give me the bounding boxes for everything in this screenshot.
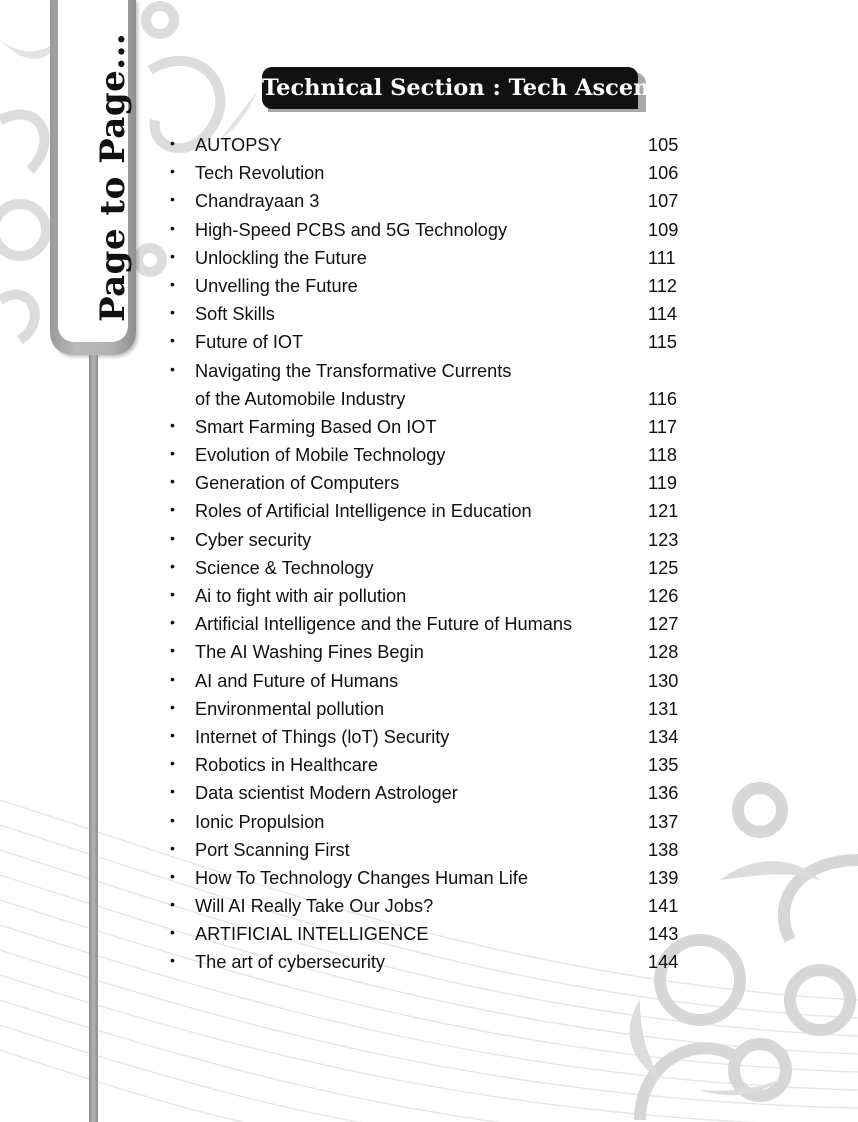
toc-item-page: 144 — [648, 952, 679, 973]
toc-item-page: 134 — [648, 726, 679, 747]
toc-item-page: 141 — [648, 896, 679, 917]
toc-item — [170, 636, 690, 664]
toc-item — [170, 580, 690, 608]
toc-item-title: Ionic Propulsion — [195, 811, 325, 832]
toc-item — [170, 214, 690, 242]
toc-item — [170, 665, 690, 693]
bullet: • — [170, 332, 175, 349]
toc-item — [170, 918, 690, 946]
toc-item-title: How To Technology Changes Human Life — [195, 867, 528, 888]
toc-item-title: The art of cybersecurity — [195, 952, 386, 973]
toc-item — [170, 298, 690, 326]
toc-item — [170, 495, 690, 523]
bullet: • — [170, 811, 175, 828]
toc-item-page: 114 — [648, 304, 677, 325]
toc-item-title: Ai to fight with air pollution — [195, 586, 407, 607]
bullet: • — [170, 135, 175, 151]
toc-item-page: 121 — [648, 501, 679, 522]
toc-item-title: The AI Washing Fines Begin — [195, 642, 424, 663]
bullet: • — [170, 247, 175, 264]
toc-item-title: Roles of Artificial Intelligence in Education — [195, 501, 532, 522]
toc-item — [170, 242, 690, 270]
toc-item-title: Environmental pollution — [195, 698, 385, 719]
toc-item-title: Artificial Intelligence and the Future of Humans — [195, 614, 573, 635]
toc-item — [170, 524, 690, 552]
toc-item-page: 136 — [648, 783, 679, 804]
bullet: • — [170, 896, 175, 913]
toc-item — [170, 777, 690, 805]
toc-item — [170, 411, 690, 439]
table-of-contents — [170, 129, 690, 975]
toc-item-title: Generation of Computers — [195, 473, 400, 494]
side-tab-title: Page to Page... — [93, 32, 133, 322]
toc-item-title-line: Navigating the Transformative Currents — [195, 360, 512, 381]
bullet: • — [170, 867, 175, 884]
toc-item-page: 138 — [648, 839, 679, 860]
bullet: • — [170, 586, 175, 603]
toc-item — [170, 129, 690, 157]
toc-item-title: Unvelling the Future — [195, 275, 358, 296]
bullet: • — [170, 304, 175, 321]
toc-item-title: Internet of Things (loT) Security — [195, 726, 450, 747]
toc-item-page: 118 — [648, 445, 677, 466]
toc-item — [170, 552, 690, 580]
bullet: • — [170, 557, 175, 574]
bullet: • — [170, 783, 175, 800]
bullet: • — [170, 275, 175, 292]
toc-item — [170, 890, 690, 918]
toc-item-page: 130 — [648, 670, 679, 691]
toc-item-page: 125 — [648, 557, 679, 578]
toc-item — [170, 693, 690, 721]
toc-item-title: Soft Skills — [195, 304, 275, 325]
toc-item — [170, 439, 690, 467]
bullet: • — [170, 191, 175, 208]
toc-item-page: 111 — [648, 247, 676, 268]
bullet: • — [170, 219, 175, 236]
toc-item-title: Cyber security — [195, 529, 312, 550]
bullet: • — [170, 670, 175, 687]
toc-item-title: Will AI Really Take Our Jobs? — [195, 896, 434, 917]
toc-item-title: ARTIFICIAL INTELLIGENCE — [195, 924, 429, 945]
toc-item-title: AUTOPSY — [195, 135, 282, 155]
toc-item-title: Evolution of Mobile Technology — [195, 445, 446, 466]
toc-item-page: 106 — [648, 163, 679, 184]
toc-item-title: Future of IOT — [195, 332, 304, 353]
toc-item-title — [195, 357, 511, 413]
toc-item-page: 143 — [648, 924, 679, 945]
toc-item-title: Robotics in Healthcare — [195, 755, 378, 776]
bullet: • — [170, 726, 175, 743]
bullet: • — [170, 445, 175, 462]
toc-item-page: 135 — [648, 755, 679, 776]
toc-item — [170, 467, 690, 495]
toc-item-page: 105 — [648, 135, 679, 155]
toc-item-page: 112 — [648, 275, 677, 296]
toc-item-title: AI and Future of Humans — [195, 670, 399, 691]
toc-item-page: 126 — [648, 586, 679, 607]
toc-item-page: 131 — [648, 698, 679, 719]
toc-item-page: 119 — [648, 473, 677, 494]
section-header-title: Technical Section : Tech Ascent — [262, 75, 660, 101]
bullet: • — [170, 839, 175, 856]
bullet: • — [170, 614, 175, 631]
bullet: • — [170, 501, 175, 518]
toc-item-page: 115 — [648, 332, 677, 353]
toc-item-page: 116 — [648, 388, 677, 409]
bullet: • — [170, 698, 175, 715]
bullet: • — [170, 416, 175, 433]
bullet: • — [170, 163, 175, 180]
toc-item-page: 109 — [648, 219, 679, 240]
toc-item — [170, 185, 690, 213]
toc-item — [170, 157, 690, 185]
toc-item-title: Science & Technology — [195, 557, 374, 578]
toc-item — [170, 749, 690, 777]
toc-item-title: Unlockling the Future — [195, 247, 367, 268]
toc-item-title: Chandrayaan 3 — [195, 191, 320, 212]
bullet: • — [170, 360, 175, 377]
toc-item — [170, 834, 690, 862]
toc-item — [170, 721, 690, 749]
toc-item-page: 107 — [648, 191, 679, 212]
toc-item-title: Smart Farming Based On IOT — [195, 416, 437, 437]
toc-item — [170, 608, 690, 636]
toc-item-title: High-Speed PCBS and 5G Technology — [195, 219, 508, 240]
bullet: • — [170, 642, 175, 659]
toc-item-page: 123 — [648, 529, 679, 550]
toc-item-page: 139 — [648, 867, 679, 888]
toc-item-page: 137 — [648, 811, 679, 832]
side-vertical-rule — [89, 355, 98, 1122]
toc-item-title: Port Scanning First — [195, 839, 350, 860]
bullet: • — [170, 473, 175, 490]
bullet: • — [170, 924, 175, 941]
bullet: • — [170, 755, 175, 772]
toc-item — [170, 806, 690, 834]
toc-item — [170, 862, 690, 890]
bullet: • — [170, 529, 175, 546]
toc-item-title: Tech Revolution — [195, 163, 325, 184]
toc-item-page: 127 — [648, 614, 679, 635]
toc-item-page: 128 — [648, 642, 679, 663]
toc-item — [170, 326, 690, 354]
toc-item — [170, 355, 690, 411]
bullet: • — [170, 952, 175, 969]
toc-item-title: Data scientist Modern Astrologer — [195, 783, 458, 804]
toc-item — [170, 270, 690, 298]
toc-item — [170, 946, 690, 974]
toc-item-title-line: of the Automobile Industry — [195, 388, 406, 409]
toc-item-page: 117 — [648, 416, 677, 437]
